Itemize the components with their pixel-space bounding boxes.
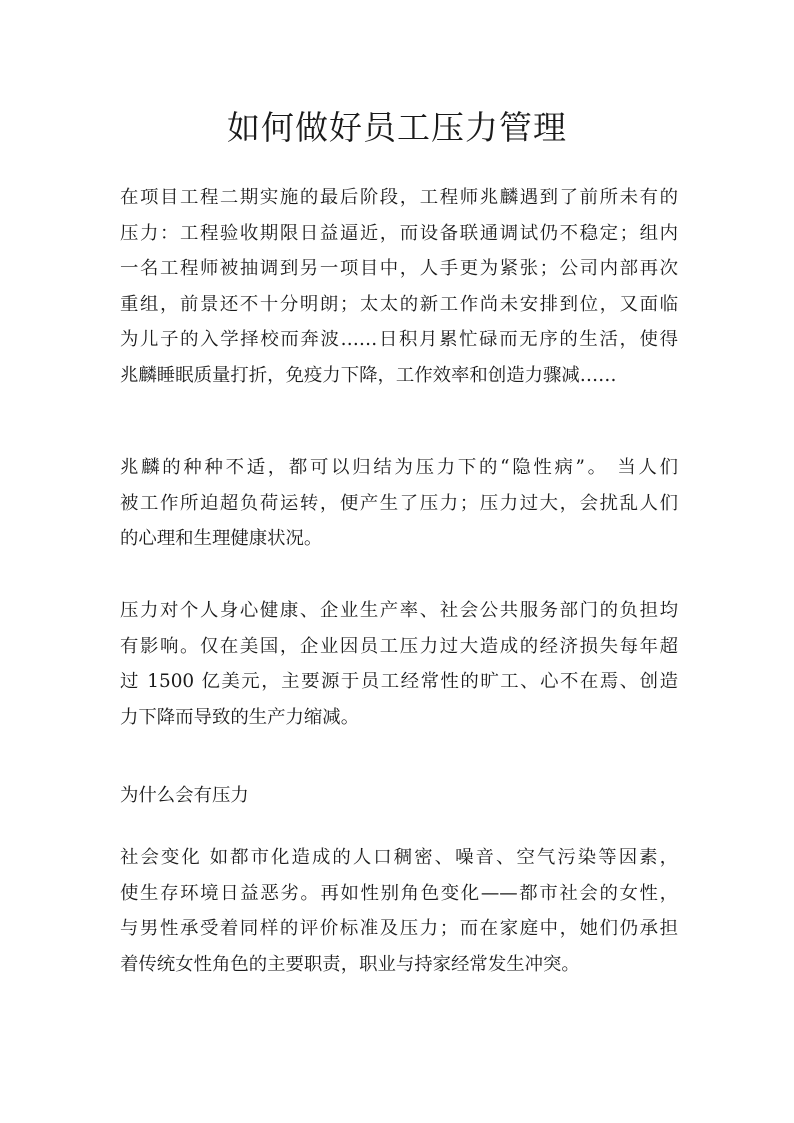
paragraph-line: 被工作所迫超负荷运转，便产生了压力；压力过大，会扰乱人们	[120, 492, 678, 514]
section-heading-why-stress	[120, 778, 678, 814]
paragraph-line: 压力对个人身心健康、企业生产率、社会公共服务部门的负担均	[120, 600, 678, 621]
paragraph-economic-impact	[120, 593, 678, 735]
paragraph-line: 兆麟的种种不适，都可以归结为压力下的“隐性病”。 当人们	[120, 457, 678, 478]
paragraph-hidden-illness	[120, 450, 678, 557]
paragraph-line: 压力：工程验收期限日益逼近，而设备联通调试仍不稳定；组内	[120, 222, 678, 244]
paragraph-line: 有影响。仅在美国，企业因员工压力过大造成的经济损失每年超	[120, 635, 678, 657]
paragraph-line: 为儿子的入学择校而奔波……日积月累忙碌而无序的生活，使得	[120, 329, 678, 351]
paragraph-line: 社会变化 如都市化造成的人口稠密、噪音、空气污染等因素，	[120, 847, 678, 868]
paragraph-line: 的心理和生理健康状况。	[120, 528, 323, 550]
paragraph-line: 使生存环境日益恶劣。再如性别角色变化——都市社会的女性，	[120, 882, 678, 904]
paragraph-line: 重组，前景还不十分明朗；太太的新工作尚未安排到位，又面临	[120, 293, 678, 315]
section-heading-text: 为什么会有压力	[120, 785, 249, 806]
paragraph-line: 力下降而导致的生产力缩减。	[120, 706, 360, 728]
paragraph-line: 着传统女性角色的主要职责，职业与持家经常发生冲突。	[120, 953, 580, 975]
paragraph-line: 过 1500 亿美元，主要源于员工经常性的旷工、心不在焉、创造	[120, 671, 678, 693]
paragraph-intro	[120, 180, 678, 394]
document-title: 如何做好员工压力管理	[227, 108, 567, 147]
paragraph-line: 一名工程师被抽调到另一项目中，人手更为紧张；公司内部再次	[120, 258, 678, 280]
paragraph-line: 兆麟睡眠质量打折，免疫力下降，工作效率和创造力骤减……	[120, 364, 617, 386]
paragraph-line: 与男性承受着同样的评价标准及压力；而在家庭中，她们仍承担	[120, 918, 678, 940]
paragraph-social-change	[120, 840, 678, 982]
paragraph-line: 在项目工程二期实施的最后阶段，工程师兆麟遇到了前所未有的	[120, 187, 678, 208]
